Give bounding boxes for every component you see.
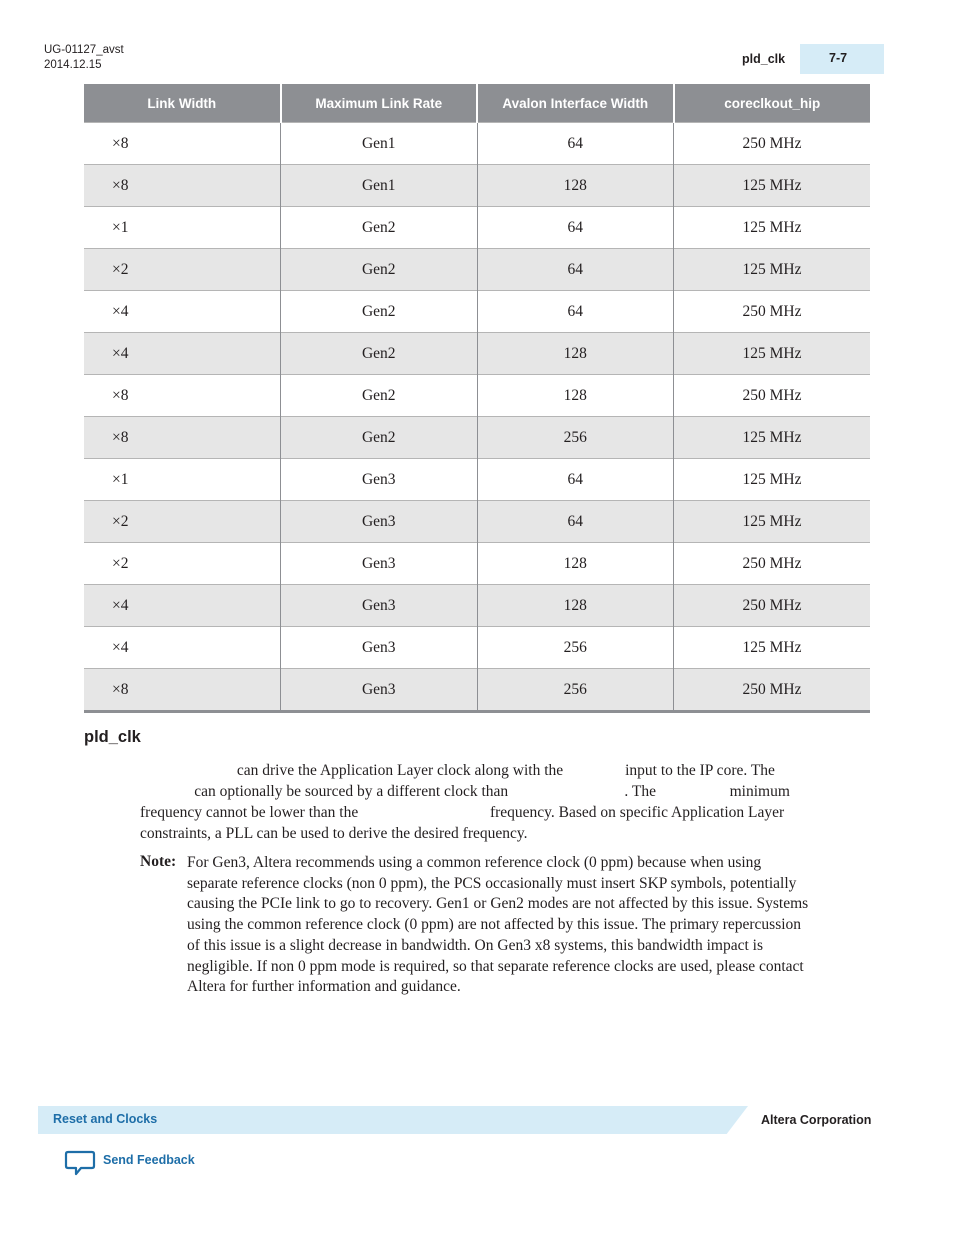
table-row (84, 501, 870, 543)
table-cell: ×1 (84, 459, 281, 501)
table-cell: 128 (477, 333, 674, 375)
table-cell: 256 (477, 669, 674, 712)
table-cell: ×8 (84, 165, 281, 207)
table-cell: Gen1 (281, 123, 478, 165)
table-row (84, 417, 870, 459)
table-cell: 64 (477, 249, 674, 291)
table-cell: Gen2 (281, 333, 478, 375)
table-cell: Gen2 (281, 291, 478, 333)
table-cell: 250 MHz (674, 543, 871, 585)
column-header: Maximum Link Rate (281, 84, 478, 123)
table-cell: ×4 (84, 291, 281, 333)
document-id: UG-01127_avst (44, 44, 124, 56)
note-line: negligible. If non 0 ppm mode is required, so that separate reference clocks are used, please contact (187, 957, 804, 975)
document-date: 2014.12.15 (44, 58, 102, 71)
table-cell: Gen2 (281, 207, 478, 249)
table-cell: ×8 (84, 669, 281, 712)
section-title: pld_clk (84, 728, 141, 746)
table-cell: 256 (477, 627, 674, 669)
note-line: using the common reference clock (0 ppm) are not affected by this issue. The primary repercussion (187, 916, 802, 934)
column-header: coreclkout_hip (674, 84, 871, 123)
table-cell: Gen3 (281, 543, 478, 585)
table-row (84, 291, 870, 333)
table-cell: Gen3 (281, 501, 478, 543)
footer-chapter-link[interactable]: Reset and Clocks (53, 1112, 158, 1126)
table-cell: 128 (477, 165, 674, 207)
table-cell: 250 MHz (674, 123, 871, 165)
table-cell: 125 MHz (674, 207, 871, 249)
table-row (84, 669, 870, 712)
note-line: separate reference clocks (non 0 ppm), the PCS occasionally must insert SKP symbols, potentially (187, 874, 797, 892)
note-body (187, 853, 877, 998)
table-cell: ×2 (84, 501, 281, 543)
table-cell: 64 (477, 207, 674, 249)
document-id-block (44, 43, 124, 72)
table-cell: ×8 (84, 375, 281, 417)
send-feedback-link[interactable]: Send Feedback (103, 1153, 195, 1167)
table-cell: Gen2 (281, 375, 478, 417)
table-cell: 64 (477, 459, 674, 501)
table-cell: 64 (477, 123, 674, 165)
clock-frequency-table (84, 84, 870, 713)
table-cell: Gen1 (281, 165, 478, 207)
table-row (84, 543, 870, 585)
table-row (84, 333, 870, 375)
note-line: For Gen3, Altera recommends using a common reference clock (0 ppm) because when using (187, 854, 762, 871)
table-cell: ×4 (84, 585, 281, 627)
table-row (84, 249, 870, 291)
section-paragraph (140, 760, 880, 844)
speech-bubble-icon[interactable] (64, 1149, 96, 1177)
table-header-row (84, 84, 870, 123)
table-cell: Gen3 (281, 585, 478, 627)
table-cell: 64 (477, 501, 674, 543)
table-row (84, 123, 870, 165)
table-cell: ×2 (84, 249, 281, 291)
table-row (84, 585, 870, 627)
table-cell: 64 (477, 291, 674, 333)
paragraph-line: frequency cannot be lower than the frequency. Based on specific Application Layer (140, 804, 785, 821)
column-header: Avalon Interface Width (477, 84, 674, 123)
table-cell: ×4 (84, 627, 281, 669)
table-cell: ×4 (84, 333, 281, 375)
note-line: causing the PCIe link to go to recovery. Gen1 or Gen2 modes are not affected by this issue. Systems (187, 895, 809, 913)
table-row (84, 627, 870, 669)
table-cell: Gen3 (281, 669, 478, 712)
paragraph-line: constraints, a PLL can be used to derive the desired frequency. (140, 825, 528, 842)
table-cell: ×1 (84, 207, 281, 249)
table-cell: 250 MHz (674, 585, 871, 627)
note-line: of this issue is a slight decrease in bandwidth. On Gen3 x8 systems, this bandwidth impact is (187, 936, 764, 954)
table-cell: 128 (477, 375, 674, 417)
footer-company: Altera Corporation (761, 1113, 872, 1127)
table-row (84, 459, 870, 501)
note-line: Altera for further information and guidance. (187, 978, 461, 996)
table-cell: 125 MHz (674, 333, 871, 375)
table-cell: 256 (477, 417, 674, 459)
table-cell: 128 (477, 585, 674, 627)
table-cell: 125 MHz (674, 417, 871, 459)
table-cell: Gen2 (281, 417, 478, 459)
table-cell: Gen3 (281, 627, 478, 669)
table-cell: 250 MHz (674, 291, 871, 333)
table-cell: 125 MHz (674, 459, 871, 501)
table-cell: 125 MHz (674, 501, 871, 543)
paragraph-line: can drive the Application Layer clock along with the input to the IP core. The (140, 762, 775, 779)
table-cell: 125 MHz (674, 249, 871, 291)
table-cell: 125 MHz (674, 627, 871, 669)
table-cell: Gen2 (281, 249, 478, 291)
table-cell: 250 MHz (674, 669, 871, 712)
page-number: 7-7 (800, 44, 884, 74)
table-cell: ×8 (84, 123, 281, 165)
table-row (84, 375, 870, 417)
column-header: Link Width (84, 84, 281, 123)
paragraph-line: can optionally be sourced by a different clock than . The minimum (140, 783, 790, 800)
table-cell: ×2 (84, 543, 281, 585)
table-cell: Gen3 (281, 459, 478, 501)
table-cell: 250 MHz (674, 375, 871, 417)
table-cell: 128 (477, 543, 674, 585)
table-cell: 125 MHz (674, 165, 871, 207)
table-cell: ×8 (84, 417, 281, 459)
header-section-name: pld_clk (742, 52, 786, 66)
table-row (84, 207, 870, 249)
note-label: Note: (140, 853, 177, 870)
table-row (84, 165, 870, 207)
